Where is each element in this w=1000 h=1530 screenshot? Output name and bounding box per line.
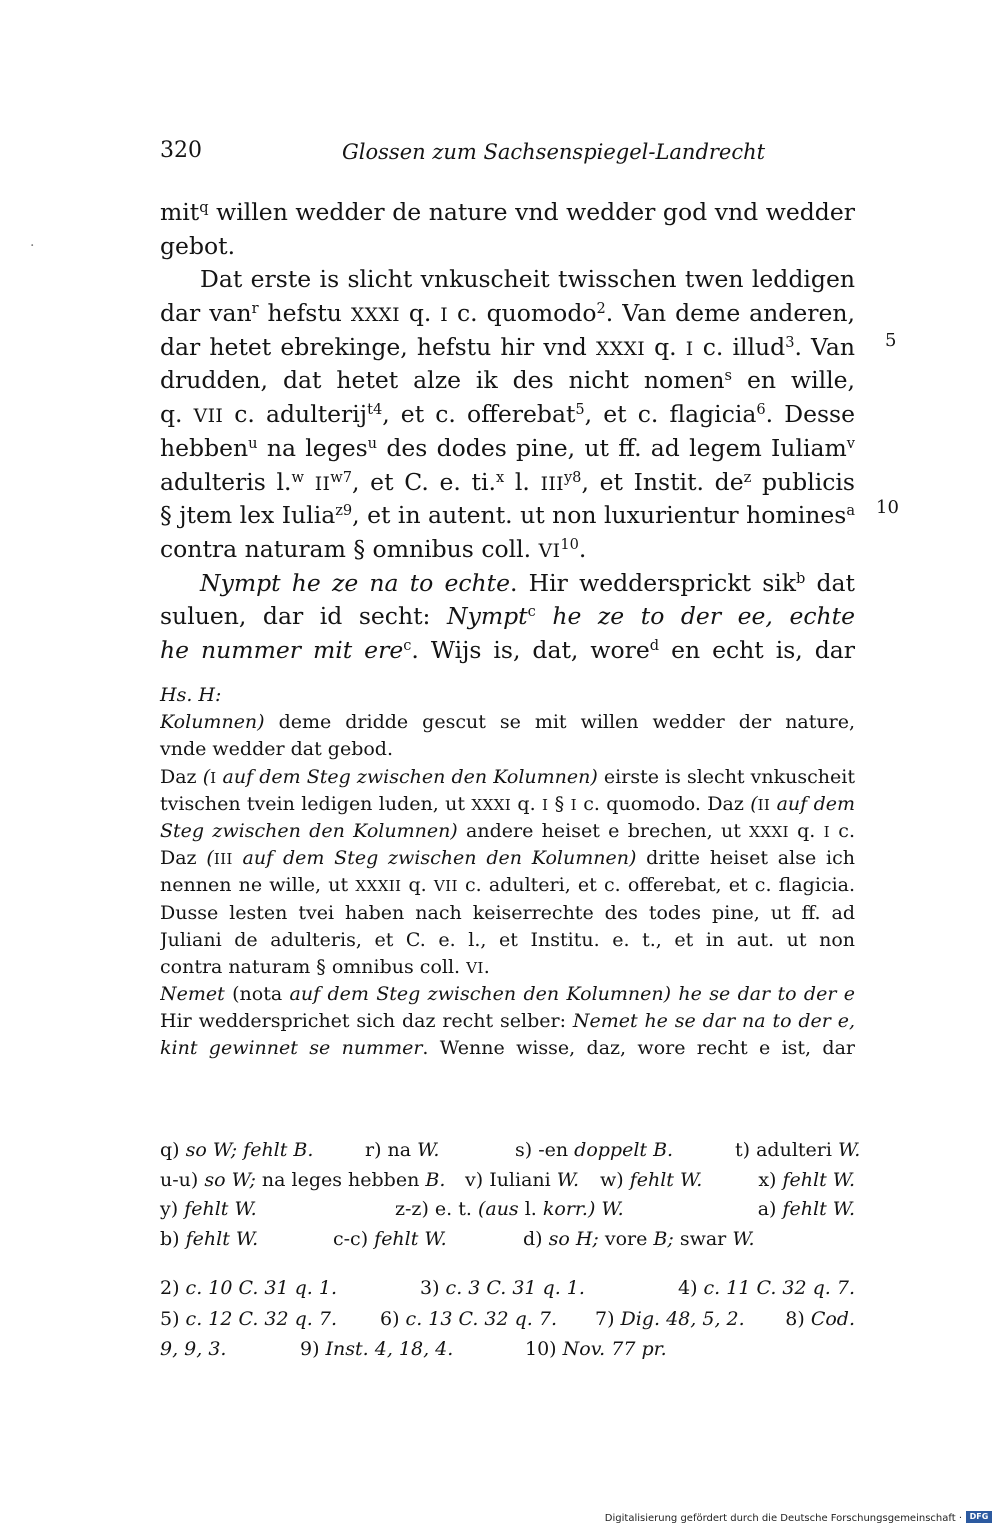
main-line-10: § jtem lex Iulia$^{z9}$, et in autent. ut non luxurientur homines$^a$ xyxy=(160,501,855,530)
variant-note-z: z-z) e. t. (aus l. korr.) W. xyxy=(395,1198,624,1220)
page-number: 320 xyxy=(160,138,202,163)
dfg-logo: DFG xyxy=(966,1511,992,1523)
main-line-8: hebben$^u$ na leges$^u$ des dodes pine, ut ff. ad legem Iuliam$^v$ xyxy=(160,433,855,462)
variant-note-b: b) fehlt W. xyxy=(160,1227,259,1250)
hs-line-4: tvischen tvein ledigen luden, ut XXXI q. I § I c. quomodo. Daz (II auf dem xyxy=(160,792,855,815)
main-line-1: mit$^q$ willen wedder de nature vnd wedder god vnd wedder xyxy=(160,198,855,226)
ref-row-2 xyxy=(160,1304,855,1335)
variant-note-u: u-u) so W; na leges hebben B. xyxy=(160,1168,446,1191)
hs-line-5: Steg zwischen den Kolumnen) andere heiset e brechen, ut XXXI q. I c. xyxy=(160,819,855,842)
hs-h-label: Hs. H: xyxy=(160,684,222,706)
margin-mark: · xyxy=(30,238,35,254)
ref-8: 8) Cod. xyxy=(785,1307,855,1330)
ref-9: 9) Inst. 4, 18, 4. xyxy=(300,1338,454,1360)
variant-note-y: y) fehlt W. xyxy=(160,1198,257,1220)
running-title: Glossen zum Sachsenspiegel-Landrecht xyxy=(342,140,766,164)
variant-note-t: t) adulteri W. xyxy=(735,1139,861,1161)
variant-row-4 xyxy=(160,1225,855,1255)
variant-note-q: q) so W; fehlt B. xyxy=(160,1139,314,1161)
ref-3: 3) c. 3 C. 31 q. 1. xyxy=(420,1277,585,1299)
hs-h-section xyxy=(160,682,855,1063)
ref-8-cont: 9, 9, 3. xyxy=(160,1338,227,1360)
main-line-7: q. VII c. adulterij$^{t4}$, et c. offerebat$^5$, et c. flagicia$^6$. Desse xyxy=(160,400,855,429)
ref-2: 2) c. 10 C. 31 q. 1. xyxy=(160,1277,338,1299)
variant-row-3 xyxy=(160,1195,855,1225)
main-line-9: adulteris l.$^w$ $II^{w7}$, et C. e. ti.$^x$ l. $III^{y8}$, et Instit. $de^z$ publicis xyxy=(160,467,855,496)
main-line-6: drudden, dat hetet alze ik des nicht nomen$^s$ en wille, xyxy=(160,366,855,395)
variant-note-a: a) fehlt W. xyxy=(757,1198,855,1220)
main-line-13: suluen, dar id secht: Nympt$^c$ he ze to der ee, echte xyxy=(160,602,855,631)
hs-line-10: contra naturam § omnibus coll. VI. xyxy=(160,955,490,978)
hs-line-13: kint gewinnet se nummer. Wenne wisse, daz, wore recht e ist, dar xyxy=(160,1037,855,1060)
ref-4: 4) c. 11 C. 32 q. 7. xyxy=(677,1277,855,1299)
variant-note-v: v) Iuliani W. xyxy=(465,1168,580,1191)
variant-note-w: w) fehlt W. xyxy=(600,1168,703,1191)
main-line-3: Dat erste is slicht vnkuscheit twisschen twen leddigen xyxy=(200,265,855,294)
main-line-14: he nummer mit ere$^c$. Wijs is, dat, wore$^d$ en echt is, dar xyxy=(160,635,855,664)
main-line-2: gebot. xyxy=(160,231,236,260)
source-references xyxy=(160,1273,855,1365)
hs-line-8: Dusse lesten tvei haben nach keiserrechte des todes pine, ut ff. ad xyxy=(160,901,855,924)
hs-line-7: nennen ne wille, ut XXXII q. VII c. adulteri, et c. offerebat, et c. flagicia. xyxy=(160,874,855,897)
hs-line-1: Kolumnen) deme dridde gescut se mit willen wedder der nature, xyxy=(160,711,855,734)
variant-row-1 xyxy=(160,1136,861,1166)
funding-credit: Digitalisierung gefördert durch die Deutsche Forschungsgemeinschaft · xyxy=(604,1513,962,1524)
variant-note-r: r) na W. xyxy=(365,1139,440,1161)
ref-10: 10) Nov. 77 pr. xyxy=(525,1338,667,1360)
variant-note-d: d) so H; vore B; swar W. xyxy=(523,1227,755,1250)
main-line-5: dar hetet ebrekinge, hefstu hir vnd XXXI q. I c. illud$^3$. Van xyxy=(160,332,855,361)
variant-note-s: s) -en doppelt B. xyxy=(515,1139,674,1161)
ref-6: 6) c. 13 C. 32 q. 7. xyxy=(380,1307,558,1330)
main-line-11: contra naturam § omnibus coll. VI$^{10}$. xyxy=(160,534,587,563)
hs-line-11: Nemet (nota auf dem Steg zwischen den Kolumnen) he se dar to der e xyxy=(160,983,855,1006)
variant-note-c: c-c) fehlt W. xyxy=(333,1227,447,1250)
main-line-4: dar van$^r$ hefstu XXXI q. I c. quomodo$^2$. Van deme anderen, xyxy=(160,299,855,328)
variant-row-2 xyxy=(160,1166,855,1196)
main-line-12: Nympt he ze na to echte. Hir weddersprickt sik$^b$ dat xyxy=(200,568,855,597)
line-number-10: 10 xyxy=(876,497,899,518)
ref-7: 7) Dig. 48, 5, 2. xyxy=(595,1307,745,1330)
hs-line-6: Daz (III auf dem Steg zwischen den Kolumnen) dritte heiset alse ich xyxy=(160,847,855,870)
line-number-5: 5 xyxy=(885,330,897,351)
ref-row-1 xyxy=(160,1273,855,1304)
ref-5: 5) c. 12 C. 32 q. 7. xyxy=(160,1307,338,1330)
variant-note-x: x) fehlt W. xyxy=(758,1168,855,1191)
hs-line-12: Hir weddersprichet sich daz recht selber: Nemet he se dar na to der e, xyxy=(160,1010,855,1033)
hs-line-2: vnde wedder dat gebod. xyxy=(160,738,393,761)
hs-line-9: Juliani de adulteris, et C. e. l., et Institu. e. t., et in aut. ut non xyxy=(160,928,855,951)
hs-line-3: Daz (I auf dem Steg zwischen den Kolumnen) eirste is slecht vnkuscheit xyxy=(160,765,855,788)
ref-row-3 xyxy=(160,1334,855,1365)
main-text xyxy=(160,196,855,668)
variant-notes xyxy=(160,1136,861,1254)
